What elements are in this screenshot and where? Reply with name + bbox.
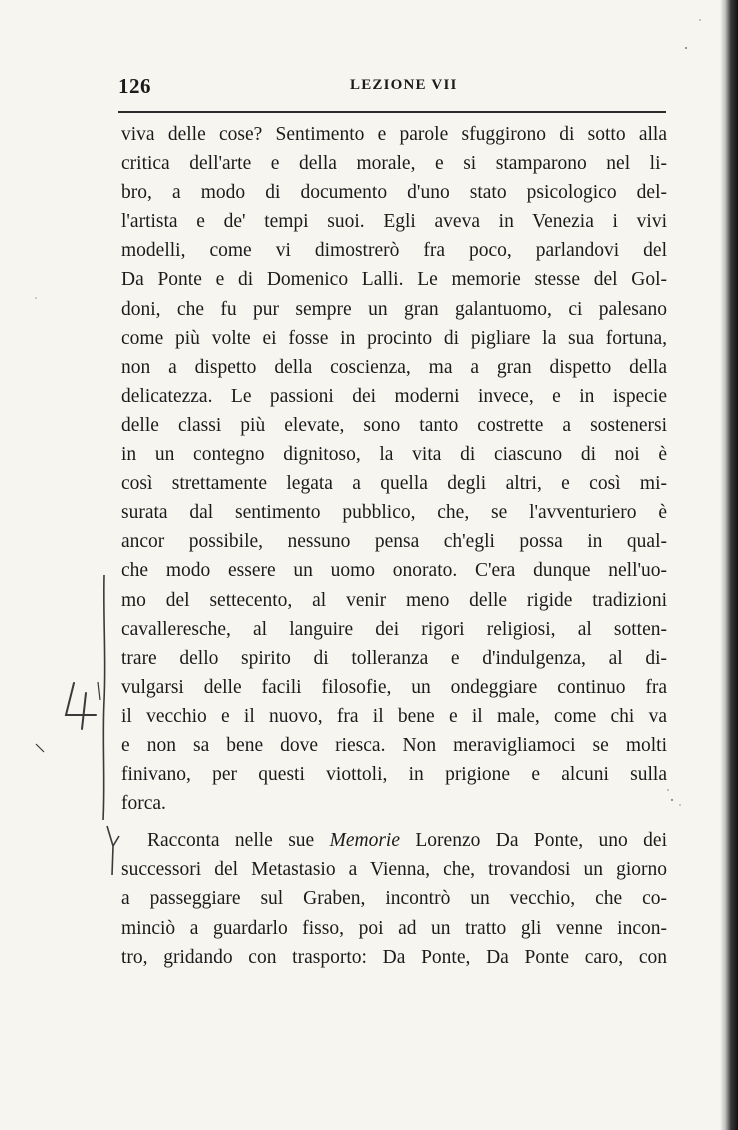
text-line-paragraph-start: [121, 826, 667, 855]
page-number: 126: [118, 74, 151, 98]
text-segment: Racconta nelle sue: [147, 830, 330, 852]
text-line: trare dello spirito di tolleranza e d'indulgenza, al di-: [121, 647, 667, 669]
text-line: minciò a guardarlo fisso, poi ad un tratto gli venne incon-: [121, 917, 667, 939]
text-line: vulgarsi delle facili filosofie, un ondeggiare continuo fra: [121, 676, 667, 698]
text-line: Da Ponte e di Domenico Lalli. Le memorie stesse del Gol-: [121, 269, 667, 291]
text-line: bro, a modo di documento d'uno stato psicologico del-: [121, 182, 667, 204]
text-line: successori del Metastasio a Vienna, che, trovandosi un giorno: [121, 859, 667, 881]
text-line: in un contegno dignitoso, la vita di ciascuno di noi è: [121, 444, 667, 466]
text-line: cavalleresche, al languire dei rigori religiosi, al sotten-: [121, 618, 667, 640]
text-line: surata dal sentimento pubblico, che, se l'avventuriero è: [121, 502, 667, 524]
text-line: modelli, come vi dimostrerò fra poco, parlandovi del: [121, 240, 667, 262]
text-line: che modo essere un uomo onorato. C'era dunque nell'uo-: [121, 560, 667, 582]
text-line: delle classi più elevate, sono tanto costrette a sostenersi: [121, 414, 667, 436]
book-title-memorie: Memorie: [329, 830, 400, 852]
text-line: critica dell'arte e della morale, e si stamparono nel li-: [121, 153, 667, 175]
text-line: tro, gridando con trasporto: Da Ponte, Da Ponte caro, con: [121, 946, 667, 968]
text-line: delicatezza. Le passioni dei moderni invece, e in ispecie: [121, 385, 667, 407]
text-line: a passeggiare sul Graben, incontrò un vecchio, che co-: [121, 888, 667, 910]
text-line: mo del settecento, al venir meno delle rigide tradizioni: [121, 589, 667, 611]
body-text: [121, 120, 667, 972]
text-line: doni, che fu pur sempre un gran galantuomo, ci palesano: [121, 298, 667, 320]
text-line: non a dispetto della coscienza, ma a gran dispetto della: [121, 356, 667, 378]
text-line: forca.: [121, 793, 166, 815]
text-line: viva delle cose? Sentimento e parole sfuggirono di sotto alla: [121, 124, 667, 145]
text-line: come più volte ei fosse in procinto di pigliare la sua fortuna,: [121, 327, 667, 349]
paragraph-gap: [121, 818, 667, 826]
text-line: finivano, per questi viottoli, in prigione e alcuni sulla: [121, 764, 667, 786]
text-segment: Lorenzo Da Ponte, uno dei: [400, 830, 667, 852]
text-line: il vecchio e il nuovo, fra il bene e il male, come chi va: [121, 705, 667, 727]
text-line: e non sa bene dove riesca. Non meravigliamoci se molti: [121, 734, 667, 756]
text-line: ancor possibile, nessuno pensa ch'egli possa in qual-: [121, 531, 667, 553]
text-line: l'artista e de' tempi suoi. Egli aveva in Venezia i vivi: [121, 211, 667, 233]
text-line: così strettamente legata a quella degli altri, e così mi-: [121, 473, 667, 495]
running-head: LEZIONE VII: [350, 77, 458, 93]
